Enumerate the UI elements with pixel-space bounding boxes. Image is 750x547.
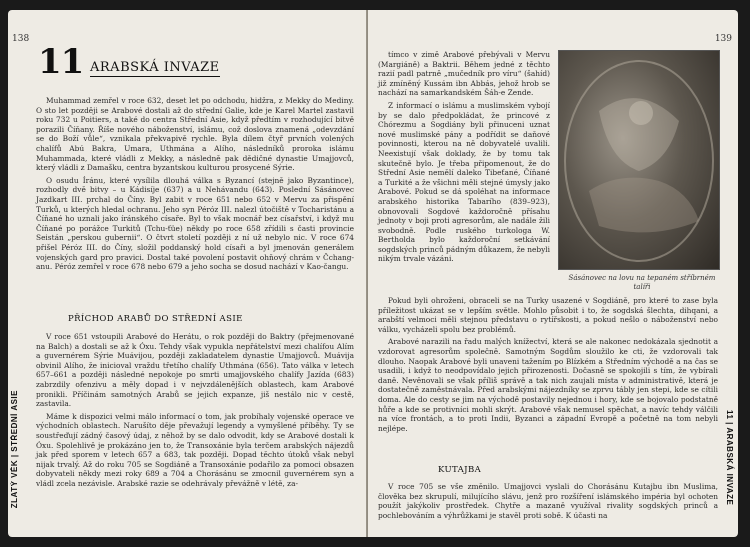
- paragraph: Máme k dispozici velmi málo informací o tom, jak probíhaly vojenské operace ve východních oblastech. Narušíto děje převažují legendy a vymyšlené příběhy. Ty se soustřeďují zádný časový údaj, z něhož by se dalo odvodit, kdy se Arabové dostali k Óxu. Spolehlivě je prokázáno jen to, že Transoxánie byla terčem arabských nájezdů jak před sporem v letech 657 a 683, tak později. Dopad těchto útoků však nebyl nijak trvalý. Až do roku 705 se Sogdiáně a Transoxánie podařilo za pomoci obsazen dobyvateli někdy mezi roky 689 a 704 a Chorásánu se zmocnil guvernérem syn a vládl zcela nezávisle. Arabské razie se odehrávaly převážně v létě, za-: [36, 411, 354, 488]
- side-tab-left: ZLATÝ VĚK | STŘEDNÍ ASIE: [10, 390, 19, 509]
- section-text: [36, 332, 354, 492]
- paragraph: O osudu Íránu, které vysílila dlouhá válka s Byzancí (stejně jako Byzantince), rozhodly dvě bitvy – u Kádisíje (637) a u Nehávandu (643). Poslední Sásánovec Jazdkart III. prchal do Číny. Byl zabit v roce 651 nebo 652 v Mervu za přispění Turků, u kterých hledal ochranu. Jeho syn Péróz III. nalezl útočiště v Tocharistánu a Číňané ho uznali jako íránského císaře. Byl to však mocnář bez císařství, i když mu Číňané po porážce Turkitů (Tchu-ťüe) někdy po roce 658 zřídili s časti provincie Seistán „perskou gubernii“. O čtvrt století později z ní už nebylo nic. V roce 674 přišel Péróz III. do Číny, složil poddanský hold císaři a byl jmenován generálem vojenských gard pro pravici. Dostal také povolení postavit ohňový chrám v Čchang-anu. Péróz zemřel v roce 678 nebo 679 a jeho socha se dosud nachází v Kao-čangu.: [36, 175, 354, 272]
- left-page: [8, 10, 366, 537]
- subheading-kutajba: KUTAJBA: [438, 465, 482, 475]
- plate-relief-icon: [559, 51, 719, 269]
- right-page: [368, 10, 738, 537]
- chapter-title: ARABSKÁ INVAZE: [90, 60, 220, 75]
- paragraph: Muhammad zemřel v roce 632, deset let po odchodu, hidžra, z Mekky do Mediny. O sto let později se Arabové dostali až do střední Galie, kde je Karel Martel zastavil roku 732 u Poitiers, a také do centra Střední Asie, když předtím v rozhodující bitvě porazili Číňany. Říše nového náboženství, islámu, což doslova znamená „odevzdání se do Boží vůle“, vznikala překvapivě rychle. Byla dílem čtyř prvních volených chalífů Abú Bakra, Umara, Uthmána a Alího, následníků proroka islámu Muhammada, které vládli z Mekky, a následně pak dědičné dynastie Umajjovců, který vládli z Damašku, centra byzantskou kulturou prosycené Sýrie.: [36, 96, 354, 173]
- page-number-right: 139: [714, 34, 732, 44]
- paragraph: V roce 705 se vše změnilo. Umajjovci vyslali do Chorásánu Kutajbu ibn Muslima, člověka bez skrupulí, milujícího slávu, jenž pro rozšíření islámského impéria byl ochoten použít jakýkoliv prostředek. Chytře a mazaně využíval rivality sogdských princů a pochlebováním a výhrůžkami je stavěl proti sobě. K účasti na: [378, 482, 718, 520]
- kutajba-text: [378, 482, 718, 523]
- chapter-number: 11: [38, 42, 84, 82]
- full-width-text: [378, 296, 718, 436]
- intro-text: [36, 96, 354, 275]
- subheading-left: PŘÍCHOD ARABŮ DO STŘEDNÍ ASIE: [68, 314, 243, 324]
- paragraph: tímco v zimě Arabové přebývali v Mervu (Margiáně) a Baktrii. Během jedné z těchto razií padl patrně „mučedník pro víru“ (šahíd) již zmíněný Kussám ibn Abbás, jehož hrob se nachází na samarkandském Šáh-e Zende.: [378, 50, 550, 98]
- page-number-left: 138: [12, 34, 30, 44]
- paragraph: Arabové narazili na řadu malých knížectví, která se ale nakonec nedokázala sjednotit a vzdorovat agresorům společně. Samotným Sogdům sloužilo ke cti, že vzdorovali tak dlouho. Naopak Arabové byli unaveni tažením po Blízkém a Středním východě a na čas se usadili, i když to neodpovídalo jejich přirozenosti. Dočasně se spokojili s tím, že vybírali daně. Nevěnovali se však příliš správě a tak nich zaujali místa v administrativě, která je dostatečně zaměstnávala. Před arabskými nájezdníky se zprvu tábly jen stepi, kde se cítili doma. Ale do cesty se jim na východě postavily nejednou i hory, kde se bojovalo podstatně hůře a kde se protivníci mohli skrýt. Arabové však nemusel spěchat, a navíc tehdy válčili na více frontách, a to proti Indii, Byzanci a západní Evropě a početně na tom nebyli nejlépe.: [378, 337, 718, 433]
- paragraph: V roce 651 vstoupili Arabové do Herátu, o rok později do Baktry (přejmenované na Balch) a dostali se až k Óxu. Tehdy však vypukla nepřátelství mezi chalífou Alím a guvernérem Sýrie Muávijou, později zakladatelem dynastie Umajjovců. Muávija obvinil Alího, že inicioval vraždu třetího chalífy Uthmána (656). Tato válka v letech 657–661 a později následné nepokoje po smrti umajjovského chalífy Jazída (683) zabrzdily ofenzivu a měly dopad i v nejvzdálenějších oblastech, kam Arabové pronikli. Příčinám samotných Arabů se jejich expanze, jiš nestálo nic v cestě, zastavila.: [36, 332, 354, 409]
- side-tab-right: 11 | ARABSKÁ INVAZE: [725, 410, 734, 506]
- photo-caption: Sásánovec na lovu na tepaném stříbrném talíři: [568, 274, 716, 291]
- paragraph: Z informací o islámu a muslimském vybojí by se dalo předpokládat, že princové z Chórezmu a Sogdiány byli přinuceni uznat nové muslimské pány a podřídit se daňové povinnosti, kterou na ně dobyvatelé uvalili. Neexistují však doklady, že by tomu tak skutečně bylo. Je třeba připomenout, že do Střední Asie nemělí daleko Tibeťané, Číňané a Turkité a že všichni měli stejné úmysly jako Arabové. Pokud se dá spoléhat na informace arabského historika Tabarího (839–923), obnovovali Sogdové každoročně přísahu jednoty v boji proti agresorům, ale nadále žili svobodně. Podle ruského turkologa W. Bertholda bylo každoroční setkávání sogdských princů pádným důkazem, že nebyli nikým trvale vázáni.: [378, 100, 550, 264]
- paragraph: Pokud byli ohroženi, obraceli se na Turky usazené v Sogdiáně, pro které to zase byla příležitost ukázat se v lepším světle. Mohlo působit i to, že sogdská šlechta, dihqani, a arabští velmoci měli stejnou představu o rytířskosti, a pokud nešlo o náboženství nebo válku, vycházeli spolu bez problémů.: [378, 296, 718, 334]
- sasanian-silver-plate-image: [558, 50, 720, 270]
- column-text: [378, 50, 550, 267]
